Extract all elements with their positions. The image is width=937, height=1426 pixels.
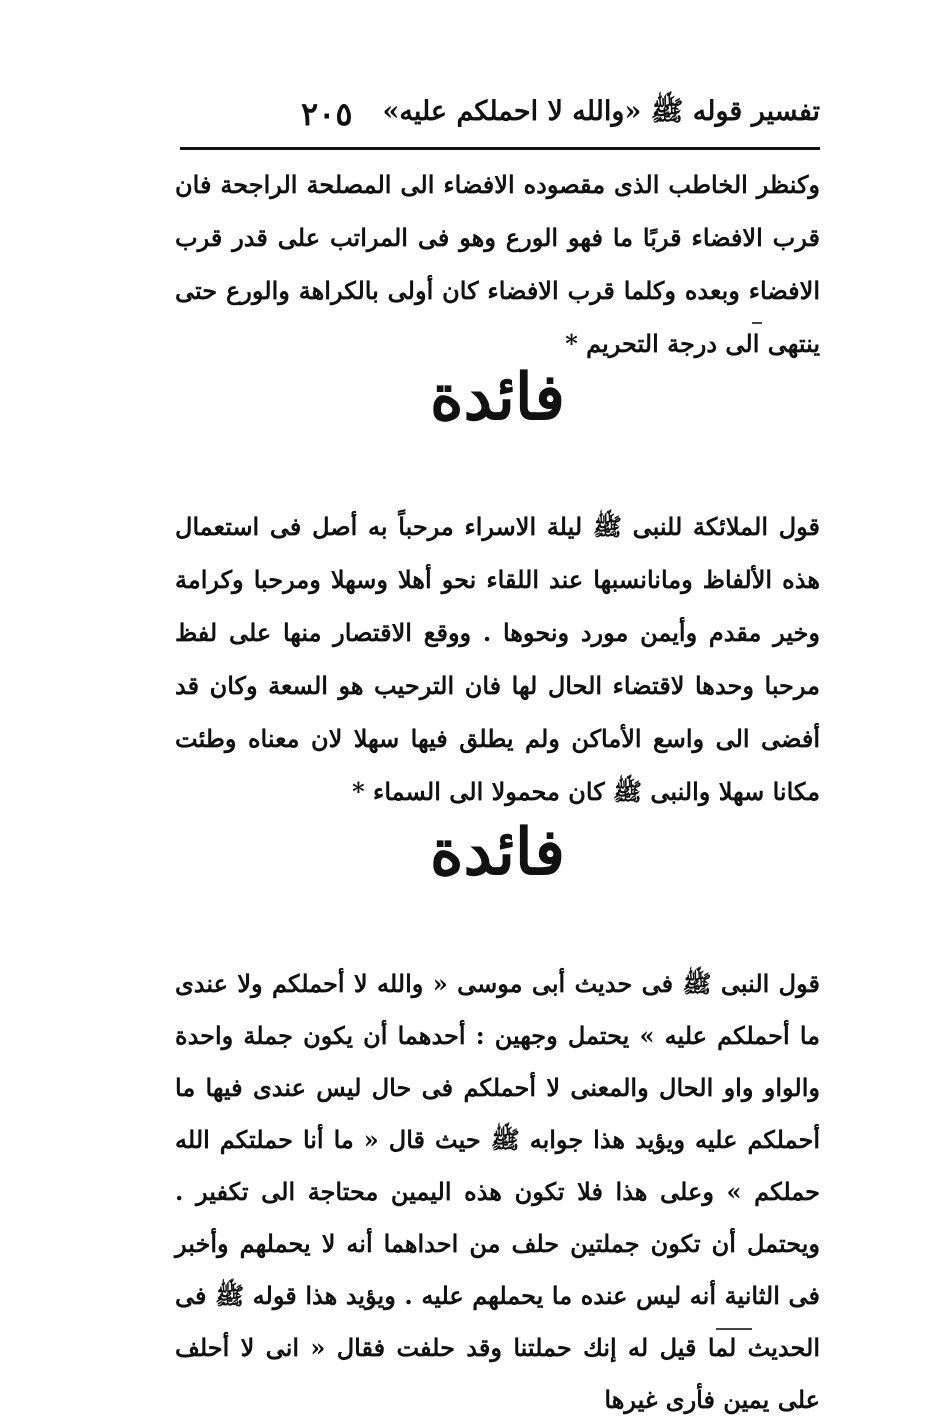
section-heading-1: فائدة bbox=[429, 360, 566, 435]
running-header-title: تفسير قوله ﷺ «والله لا احملكم عليه» bbox=[382, 96, 820, 127]
scan-speck bbox=[716, 1328, 752, 1330]
section-heading-2: فائدة bbox=[429, 815, 566, 890]
header-rule bbox=[180, 147, 820, 150]
scan-speck bbox=[752, 322, 762, 324]
page-number: ٢٠٥ bbox=[300, 95, 353, 133]
paragraph-1: وكنظر الخاطب الذى مقصوده الافضاء الى المصلحة الراجحة فان قرب الافضاء قربًا ما فهو الورع وهو فى المراتب على قدر قرب الافضاء وبعده وكلما قرب الافضاء كان أولى بالكراهة والورع حتى ينتهى الى درجة التحريم * bbox=[175, 170, 820, 358]
running-header bbox=[180, 88, 820, 140]
paragraph-3: قول النبى ﷺ فى حديث أبى موسى « والله لا أحملكم ولا عندى ما أحملكم عليه » يحتمل وجهين : أحدهما أن يكون جملة واحدة والواو واو الحال والمعنى لا أحملكم فى حال ليس عندى فيها ما أحملكم عليه ويؤيد هذا جوابه ﷺ حيث قال « ما أنا حملتكم الله حملكم » وعلى هذا فلا تكون هذه اليمين محتاجة الى تكفير . ويحتمل أن تكون جملتين حلف من احداهما أنه لا يحملهم وأخبر فى الثانية أنه ليس عنده ما يحملهم عليه . ويؤيد هذا قوله ﷺ فى الحديث لما قيل له إنك حملتنا وقد حلفت فقال « انى لا أحلف على يمين فأرى غيرها bbox=[175, 969, 821, 1414]
paragraph-2: قول الملائكة للنبى ﷺ ليلة الاسراء مرحباً به أصل فى استعمال هذه الألفاظ ومانانسبها عند اللقاء نحو أهلا وسهلا ومرحبا وكرامة وخير مقدم وأيمن مورد ونحوها . ووقع الاقتصار منها على لفظ مرحبا وحدها لاقتضاء الحال لها فان الترحيب هو السعة وكان قد أفضى الى واسع الأماكن ولم يطلق فيها سهلا لان معناه وطئت مكانا سهلا والنبى ﷺ كان محمولا الى السماء * bbox=[175, 512, 821, 806]
